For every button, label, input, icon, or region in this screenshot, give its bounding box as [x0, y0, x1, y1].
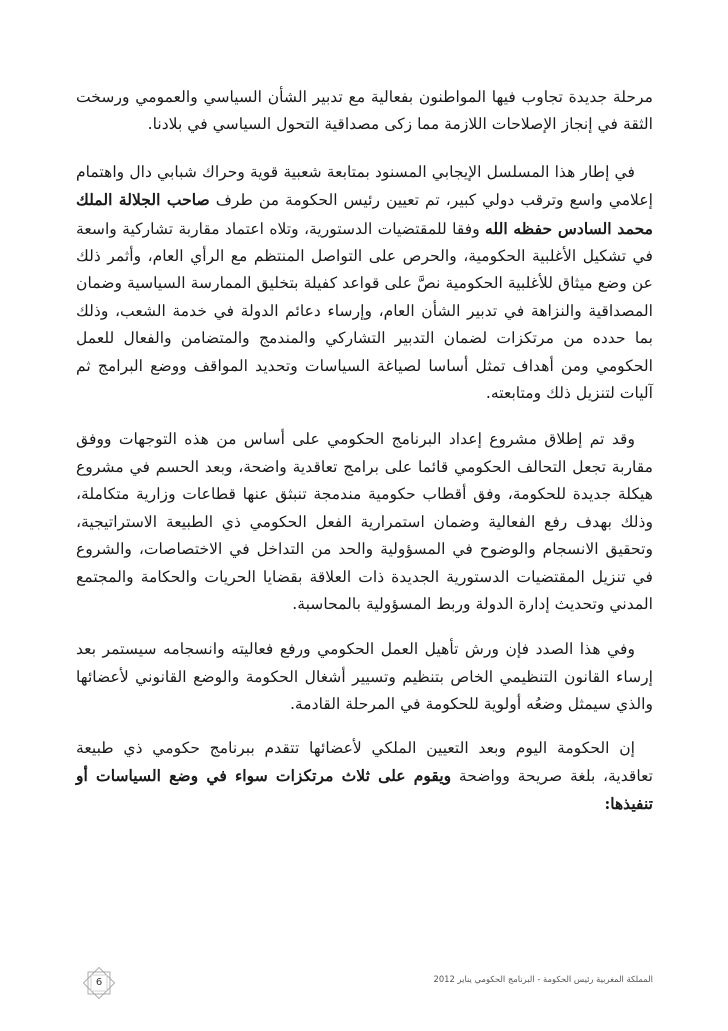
page-footer: [76, 966, 653, 1000]
text-run: وفقا للمقتضيات الدستورية، وتلاه اعتماد مقاربة تشاركية واسعة في تشكيل الأغلبية الحكومية، والحرص على التواصل المنتظم مع الرأي العام، وأثمر ذلك عن وضع ميثاق للأغلبية الحكومية نصَّ على قواعد كفيلة بتخليق الممارسة السياسية وضمان المصداقية والنزاهة في تدبير الشأن العام، وإرساء دعائم الدولة في خدمة الشعب، وذلك بما حدده من مرتكزات لضمان التدبير التشاركي والمندمج والمتضامن والفعال للعمل الحكومي ومن أهداف تمثل أساسا لصياغة السياسات وتحديد المواقف ووضع البرامج ثم آليات لتنزيل ذلك ومتابعته.: [76, 219, 653, 403]
text-run: وفي هذا الصدد فإن ورش تأهيل العمل الحكومي ورفع فعاليته وانسجامه سيستمر بعد إرساء القانون التنظيمي الخاص بتنظيم وتسيير أشغال الحكومة والوضع القانوني لأعضائها والذي سيمثل وضعُه أولوية للحكومة في المرحلة القادمة.: [76, 640, 653, 714]
text-run: وقد تم إطلاق مشروع إعداد البرنامج الحكومي على أساس من هذه التوجهات ووفق مقاربة تجعل التحالف الحكومي قائما على برامج تعاقدية واضحة، وبعد الحسم في مشروع هيكلة جديدة للحكومة، وفق أقطاب حكومية مندمجة تنبثق عنها قطاعات وزارية متكاملة، وذلك بهدف رفع الفعالية وضمان استمرارية الفعل الحكومي ذي الطبيعة الاستراتيجية، وتحقيق الانسجام والوضوح في المسؤولية والحد من التداخل في الاختصاصات، والشروع في تنزيل المقتضيات الدستورية الجديدة ذات العلاقة بقضايا الحريات والحكامة والمجتمع المدني وتحديث إدارة الدولة وربط المسؤولية بالمحاسبة.: [76, 430, 653, 613]
page-number: 6: [95, 977, 103, 988]
text-run: مرحلة جديدة تجاوب فيها المواطنون بفعالية مع تدبير الشأن السياسي والعمومي ورسخت الثقة في إنجاز الإصلاحات اللازمة مما زكى مصداقية التحول السياسي في بلادنا.: [76, 88, 653, 134]
bold-text-run: ويقوم على ثلاث مرتكزات سواء في وضع السياسات أو تنفيذها:: [76, 765, 653, 814]
paragraph-3: [76, 426, 653, 618]
paragraph-2: [76, 159, 653, 408]
paragraph-5: [76, 735, 653, 819]
bold-text-run: صاحب الجلالة الملك محمد السادس حفظه الله: [76, 190, 653, 238]
footer-caption: المملكة المغربية رئيس الحكومة - البرنامج الحكومي يناير 2012: [433, 974, 653, 984]
paragraph-4: [76, 636, 653, 718]
text-run: في إطار هذا المسلسل الإيجابي المسنود بمتابعة شعبية قوية وحراك شبابي دال واهتمام إعلامي واسع وترقب دولي كبير، تم تعيين رئيس الحكومة من طرف: [76, 162, 653, 210]
page-number-badge: [82, 966, 116, 1000]
paragraph-1: [76, 84, 653, 139]
document-body: [76, 84, 653, 835]
text-run: إن الحكومة اليوم وبعد التعيين الملكي لأعضائها تتقدم ببرنامج حكومي ذي طبيعة تعاقدية، بلغة صريحة وواضحة: [76, 738, 654, 785]
